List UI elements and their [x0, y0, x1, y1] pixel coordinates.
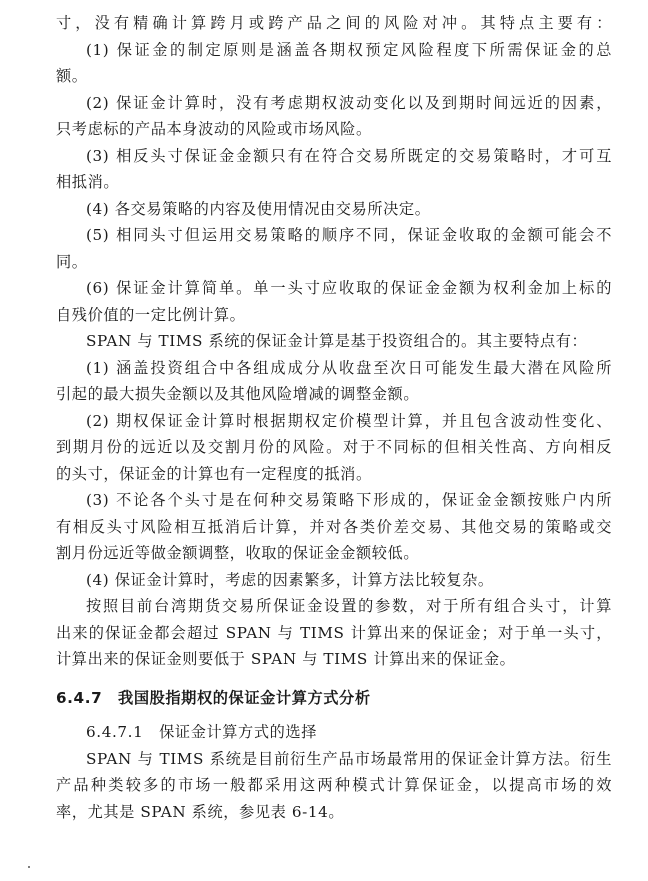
text-line: 额。	[56, 67, 88, 85]
list-item-line: (1) 涵盖投资组合中各组成成分从收盘至次日可能发生最大潜在风险所	[86, 358, 612, 377]
document-page	[56, 10, 612, 825]
text-line: 到期月份的远近以及交割月份的风险。对于不同标的但相关性高、方向相反	[56, 438, 612, 456]
text-line: 率，尤其是 SPAN 系统，参见表 6-14。	[56, 802, 345, 821]
text-line: 寸，没有精确计算跨月或跨产品之间的风险对冲。其特点主要有：	[56, 14, 612, 32]
text-line: 计算出来的保证金则要低于 SPAN 与 TIMS 计算出来的保证金。	[56, 650, 516, 668]
text-line: 的头寸，保证金的计算也有一定程度的抵消。	[56, 464, 372, 483]
text-line: 相抵消。	[56, 173, 120, 191]
text-line: 只考虑标的产品本身波动的风险或市场风险。	[56, 120, 372, 138]
list-item-line: (3) 不论各个头寸是在何种交易策略下形成的，保证金金额按账户内所	[86, 491, 612, 509]
subsection-heading: 6.4.7.1 保证金计算方式的选择	[86, 723, 317, 741]
list-item-line: (6) 保证金计算简单。单一头寸应收取的保证金金额为权利金加上标的	[86, 279, 612, 297]
scan-speck	[28, 866, 30, 868]
text-line: 产品种类较多的市场一般都采用这两种模式计算保证金，以提高市场的效	[56, 776, 612, 794]
list-item-line: (1) 保证金的制定原则是涵盖各期权预定风险程度下所需保证金的总	[86, 40, 612, 59]
text-line: 引起的最大损失金额以及其他风险增减的调整金额。	[56, 385, 420, 403]
paragraph-line: 按照目前台湾期货交易所保证金设置的参数，对于所有组合头寸，计算	[86, 597, 612, 615]
section-heading: 6.4.7 我国股指期权的保证金计算方式分析	[56, 688, 371, 707]
list-item-line: (2) 保证金计算时，没有考虑期权波动变化以及到期时间远近的因素，	[86, 93, 612, 112]
paragraph-line: SPAN 与 TIMS 系统的保证金计算是基于投资组合的。其主要特点有：	[86, 332, 588, 350]
text-line: 同。	[56, 252, 88, 271]
text-line: 出来的保证金都会超过 SPAN 与 TIMS 计算出来的保证金；对于单一头寸，	[56, 623, 612, 642]
list-item-line: (3) 相反头寸保证金金额只有在符合交易所既定的交易策略时，才可互	[86, 146, 612, 165]
text-line: 自残价值的一定比例计算。	[56, 305, 246, 324]
list-item-line: (4) 保证金计算时，考虑的因素繁多，计算方法比较复杂。	[86, 570, 494, 589]
list-item-line: (5) 相同头寸但运用交易策略的顺序不同，保证金收取的金额可能会不	[86, 226, 612, 244]
list-item-line: (4) 各交易策略的内容及使用情况由交易所决定。	[86, 199, 431, 218]
paragraph-line: SPAN 与 TIMS 系统是目前衍生产品市场最常用的保证金计算方法。衍生	[86, 749, 612, 768]
text-line: 有相反头寸风险相互抵消后计算，并对各类价差交易、其他交易的策略或交	[56, 517, 612, 536]
text-line: 割月份远近等做金额调整，收取的保证金金额较低。	[56, 544, 420, 562]
list-item-line: (2) 期权保证金计算时根据期权定价模型计算，并且包含波动性变化、	[86, 411, 612, 430]
